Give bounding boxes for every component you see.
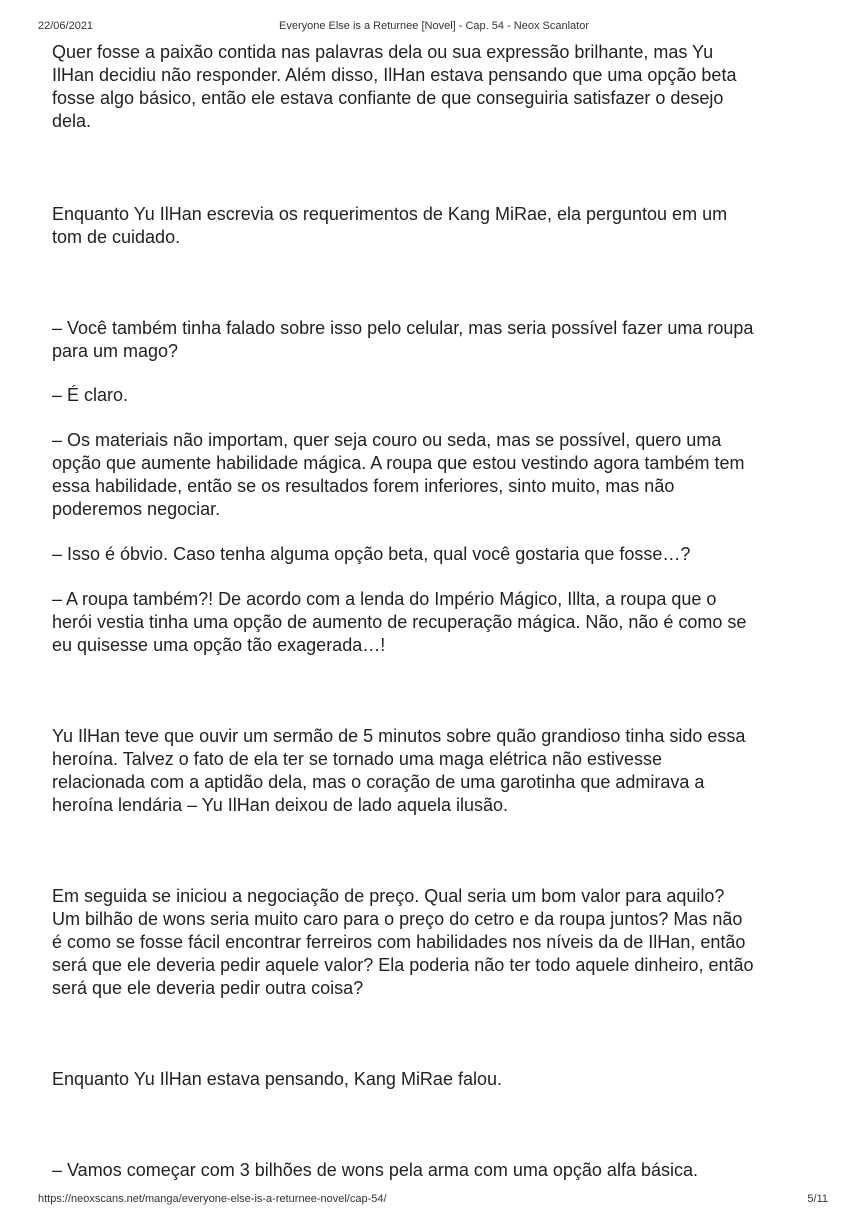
text-line: IlHan decidiu não responder. Além disso, IlHan estava pensando que uma opção beta xyxy=(52,65,737,85)
text-line: heroína. Talvez o fato de ela ter se tornado uma maga elétrica não estivesse xyxy=(52,749,663,769)
text-line: Yu IlHan teve que ouvir um sermão de 5 minutos sobre quão grandioso tinha sido essa xyxy=(52,726,746,746)
page-number: 5/11 xyxy=(807,1193,828,1205)
text-line: Um bilhão de wons seria muito caro para o preço do cetro e da roupa juntos? Mas não xyxy=(52,909,743,929)
paragraph xyxy=(52,203,832,249)
text-line: – É claro. xyxy=(52,385,129,405)
chapter-text xyxy=(52,41,832,1182)
paragraph xyxy=(52,543,832,566)
paragraph xyxy=(52,41,832,133)
text-line: opção que aumente habilidade mágica. A roupa que estou vestindo agora também tem xyxy=(52,453,745,473)
paragraph xyxy=(52,384,832,407)
text-line: Quer fosse a paixão contida nas palavras dela ou sua expressão brilhante, mas Yu xyxy=(52,42,714,62)
text-line: essa habilidade, então se os resultados forem inferiores, sinto muito, mas não xyxy=(52,476,675,496)
text-line: será que ele deveria pedir outra coisa? xyxy=(52,978,364,998)
text-line: para um mago? xyxy=(52,341,179,361)
paragraph xyxy=(52,429,832,521)
paragraph xyxy=(52,317,832,363)
text-line: heroína lendária – Yu IlHan deixou de lado aquela ilusão. xyxy=(52,795,509,815)
text-line: – A roupa também?! De acordo com a lenda do Império Mágico, Illta, a roupa que o xyxy=(52,589,717,609)
text-line: Enquanto Yu IlHan escrevia os requerimentos de Kang MiRae, ela perguntou em um xyxy=(52,204,728,224)
paragraph xyxy=(52,725,832,817)
page-title: Everyone Else is a Returnee [Novel] - Cap. 54 - Neox Scanlator xyxy=(279,20,589,32)
print-date: 22/06/2021 xyxy=(38,20,94,32)
paragraph xyxy=(52,885,832,1000)
text-line: poderemos negociar. xyxy=(52,499,221,519)
text-line: é como se fosse fácil encontrar ferreiros com habilidades nos níveis da de IlHan, então xyxy=(52,932,746,952)
text-line: – Isso é óbvio. Caso tenha alguma opção beta, qual você gostaria que fosse…? xyxy=(52,544,691,564)
text-line: fosse algo básico, então ele estava confiante de que conseguiria satisfazer o desejo xyxy=(52,88,724,108)
text-line: eu quisesse uma opção tão exagerada…! xyxy=(52,635,386,655)
text-line: relacionada com a aptidão dela, mas o coração de uma garotinha que admirava a xyxy=(52,772,705,792)
text-line: tom de cuidado. xyxy=(52,227,181,247)
text-line: Em seguida se iniciou a negociação de preço. Qual seria um bom valor para aquilo? xyxy=(52,886,725,906)
text-line: dela. xyxy=(52,111,92,131)
text-line: Enquanto Yu IlHan estava pensando, Kang MiRae falou. xyxy=(52,1069,502,1089)
text-line: herói vestia tinha uma opção de aumento de recuperação mágica. Não, não é como se xyxy=(52,612,747,632)
paragraph xyxy=(52,1068,832,1091)
text-line: – Vamos começar com 3 bilhões de wons pela arma com uma opção alfa básica. xyxy=(52,1160,698,1180)
paragraph xyxy=(52,588,832,657)
text-line: – Você também tinha falado sobre isso pelo celular, mas seria possível fazer uma roupa xyxy=(52,318,754,338)
page-url: https://neoxscans.net/manga/everyone-else-is-a-returnee-novel/cap-54/ xyxy=(38,1193,387,1205)
text-line: – Os materiais não importam, quer seja couro ou seda, mas se possível, quero uma xyxy=(52,430,722,450)
text-line: será que ele deveria pedir aquele valor? Ela poderia não ter todo aquele dinheiro, então xyxy=(52,955,754,975)
paragraph xyxy=(52,1159,832,1182)
